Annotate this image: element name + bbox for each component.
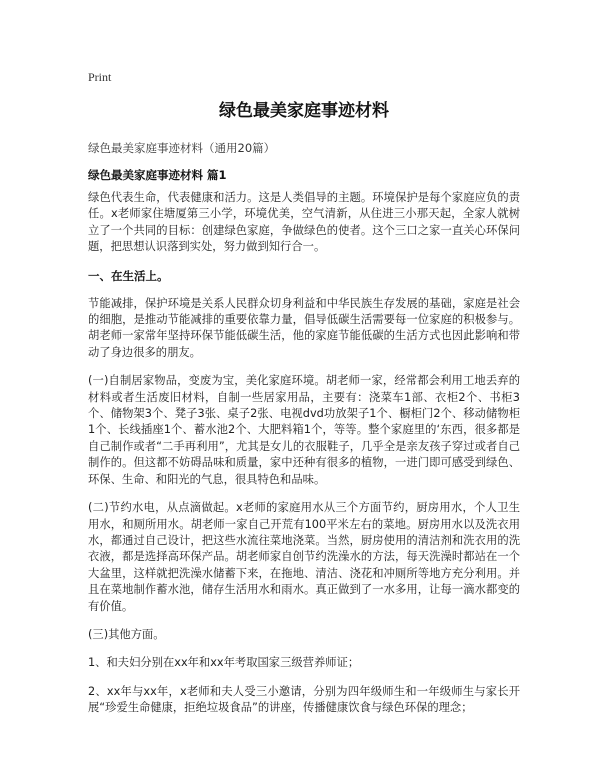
heading-life: 一、在生活上。 xyxy=(88,268,169,283)
paragraph-intro: 绿色代表生命，代表健康和活力。这是人类倡导的主题。环境保护是每个家庭应负的责任。x老师家住塘厦第三小学，环境优美，空气清新，从住进三小那天起，全家人就树立了一个共同的目标：创建绿色家庭，争做绿色的使者。这个三口之家一直关心环保问题，把思想认识落到实处，努力做到知行合一。 xyxy=(88,191,520,254)
section-heading: 绿色最美家庭事迹材料 篇1 xyxy=(88,168,227,182)
paragraph-item-two: (二)节约水电，从点滴做起。x老师的家庭用水从三个方面节约，厨房用水，个人卫生用水，和厕所用水。胡老师一家自己开荒有100平米左右的菜地。厨房用水以及洗衣用水，都通过自己设计，把这些水流往菜地浇菜。当然，厨房使用的清洁剂和洗衣用的洗衣液，都是选择高环保产品。胡老师家自创节约洗澡水的方法，每天洗澡时都站在一个大盆里，这样就把洗澡水储蓄下来，在拖地、清洁、浇花和冲厕所等地方充分利用。并且在菜地制作蓄水池，储存生活用水和雨水。真正做到了一水多用，让每一滴水都变的有价值。 xyxy=(88,501,520,613)
print-link[interactable]: Print xyxy=(88,70,112,84)
document-page xyxy=(88,70,520,729)
paragraph-item-one: (一)自制居家物品，变废为宝，美化家庭环境。胡老师一家，经常都会利用工地丢弃的材料或者生活废旧材料，自制一些居家用品，主要有：浇菜车1部、衣柜2个、书柜3个、储物架3个、凳子3张、桌子2张、电视dvd功放架子1个、橱柜门2个、移动储物柜1个、长线插座1个、蓄水池2个、大肥料箱1个，等等。整个家庭里的‘东西，很多都是自己制作或者“二手再利用”，尤其是女儿的衣服鞋子，几乎全是亲友孩子穿过或者自己制作的。但这都不妨碍品味和质量，家中还种有很多的植物，一进门即可感受到绿色、环保、生命、和阳光的气息，很具特色和品味。 xyxy=(88,374,520,486)
paragraph-item-three: (三)其他方面。 xyxy=(88,627,165,641)
paragraph-award-one: 1、和夫妇分别在xx年和xx年考取国家三级营养师证； xyxy=(88,656,360,670)
paragraph-award-two: 2、xx年与xx年，x老师和夫人受三小邀请，分别为四年级师生和一年级师生与家长开展“珍爱生命健康，拒绝垃圾食品”的讲座，传播健康饮食与绿色环保的理念； xyxy=(88,684,520,715)
document-title: 绿色最美家庭事迹材料 xyxy=(219,101,389,121)
paragraph-energy: 节能减排，保护环境是关系人民群众切身利益和中华民族生存发展的基础，家庭是社会的细胞，是推动节能减排的重要依靠力量，倡导低碳生活需要每一位家庭的积极参与。胡老师一家常年坚持环保节能低碳生活，他的家庭节能低碳的生活方式也因此影响和带动了身边很多的朋友。 xyxy=(88,296,520,359)
document-subtitle: 绿色最美家庭事迹材料（通用20篇） xyxy=(88,141,276,155)
